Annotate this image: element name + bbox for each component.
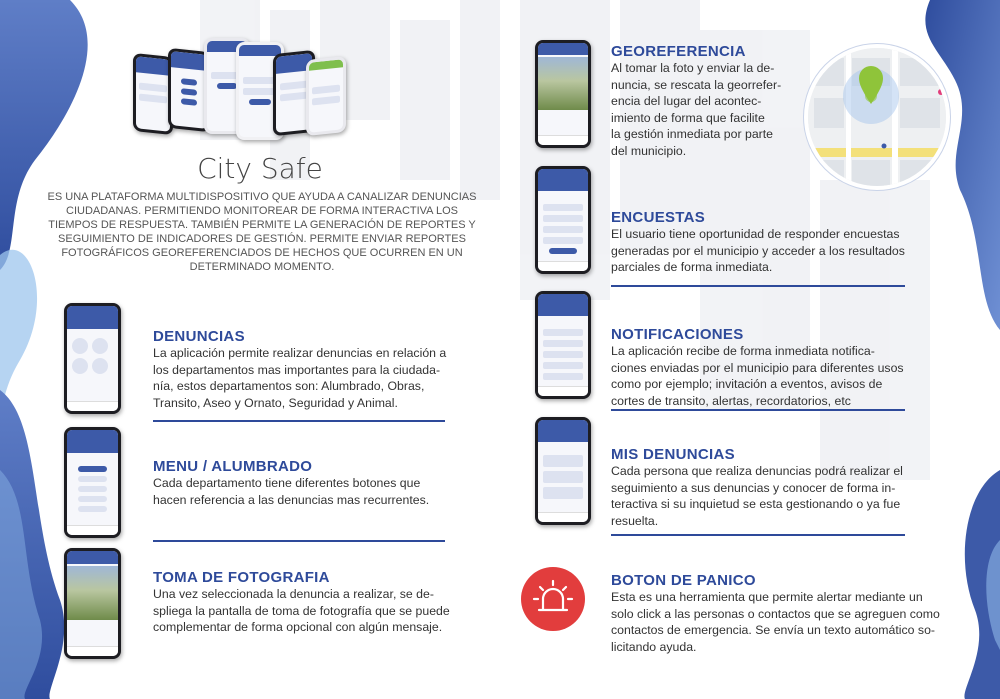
divider (153, 540, 445, 542)
phone-toma-fotografia (64, 548, 121, 659)
divider (611, 285, 905, 287)
text-line: Esta es una herramienta que permite alertar mediante un (611, 590, 923, 604)
text-line: resuelta. (611, 513, 659, 528)
map-illustration (804, 44, 950, 190)
text-line: teractiva si su inquietud se esta gestionando o ya fue (611, 497, 901, 511)
text-line: nuncia, se rescata la georrefer- (611, 77, 782, 92)
text-line: La aplicación recibe de forma inmediata notifica- (611, 344, 875, 358)
text-line: hacen referencia a las denuncias mas recurrentes. (153, 492, 430, 507)
text-line: Cada persona que realiza denuncias podrá realizar el (611, 464, 903, 478)
feature-text-mis-denuncias (611, 463, 931, 529)
text-line: generadas por el municipio y acceder a los resultados (611, 243, 905, 258)
divider (611, 409, 905, 411)
feature-text-denuncias (153, 345, 453, 411)
feature-text-notificaciones (611, 343, 931, 409)
brand-description: ES UNA PLATAFORMA MULTIDISPOSITIVO QUE AYUDA A CANALIZAR DENUNCIAS CIUDADANAS. PERMITIENDO MONITOREAR DE FORMA INTERACTIVA LOS TIEMPOS DE RESPUESTA. TAMBIÉN PERMITE LA GENERACIÓN DE REPORTES Y SEGUIMIENTO DE INDICADORES DE GESTIÓN. PERMITE ENVIAR REPORTES FOTOGRÁFICOS GEOREFERENCIADOS DE HECHOS QUE OCURREN EN UN DETERMINADO MOMENTO. (47, 191, 477, 273)
feature-text-menu-alumbrado (153, 475, 453, 508)
feature-title-menu-alumbrado: MENU / ALUMBRADO (153, 458, 313, 475)
hero-phone-1 (133, 53, 173, 135)
text-line: licitando ayuda. (611, 639, 697, 654)
text-line: El usuario tiene oportunidad de responder encuestas (611, 227, 900, 241)
text-line: los departamentos mas importantes para la ciudada- (153, 362, 441, 377)
feature-text-encuestas (611, 226, 931, 276)
feature-text-boton-panico (611, 589, 951, 655)
text-line: La aplicación permite realizar denuncias en relación a (153, 346, 447, 360)
text-line: complementar de forma opcional con algún mensaje. (153, 620, 443, 634)
siren-icon (521, 567, 585, 631)
phone-georeferencia (535, 40, 591, 148)
feature-title-boton-panico: BOTON DE PANICO (611, 572, 756, 589)
feature-title-toma-fotografia: TOMA DE FOTOGRAFIA (153, 569, 330, 586)
phone-notificaciones (535, 291, 591, 399)
phone-menu-alumbrado (64, 427, 121, 538)
feature-text-georeferencia (611, 60, 811, 159)
brand-title: City Safe (197, 152, 323, 185)
text-line: Al tomar la foto y enviar la de- (611, 61, 775, 75)
divider (153, 420, 445, 422)
text-line: como por ejemplo; invitación a eventos, avisos de (611, 377, 883, 391)
panic-button-graphic (521, 567, 585, 631)
text-line: solo click a las personas o contactos que se agreguen como (611, 606, 940, 621)
text-line: la gestión inmediata por parte (611, 127, 774, 141)
feature-title-mis-denuncias: MIS DENUNCIAS (611, 446, 735, 463)
divider (611, 534, 905, 536)
text-line: cortes de transito, alertas, recordatorios, etc (611, 393, 851, 408)
text-line: encia del lugar del acontec- (611, 94, 762, 108)
text-line: nía, estos departamentos son: Alumbrado, Obras, (153, 379, 425, 393)
feature-title-georeferencia: GEOREFERENCIA (611, 43, 746, 60)
text-line: spliega la pantalla de toma de fotografía que se puede (153, 603, 450, 618)
feature-text-toma-fotografia (153, 586, 473, 636)
text-line: seguimiento a sus denuncias y conocer de forma in- (611, 480, 896, 495)
text-line: Transito, Aseo y Ornato, Seguridad y Animal. (153, 395, 398, 410)
text-line: imiento de forma que facilite (611, 110, 765, 125)
text-line: Cada departamento tiene diferentes botones que (153, 476, 421, 490)
text-line: ciones enviadas por el municipio para diferentes usos (611, 360, 904, 375)
text-line: parciales de forma inmediata. (611, 260, 773, 274)
phone-encuestas (535, 166, 591, 274)
feature-title-notificaciones: NOTIFICACIONES (611, 326, 744, 343)
text-line: contactos de emergencia. Se envía un texto automático so- (611, 623, 936, 637)
hero-phones (128, 30, 368, 150)
text-line: Una vez seleccionada la denuncia a realizar, se de- (153, 587, 434, 601)
feature-title-encuestas: ENCUESTAS (611, 209, 706, 226)
phone-mis-denuncias (535, 417, 591, 525)
text-line: del municipio. (611, 143, 687, 158)
feature-title-denuncias: DENUNCIAS (153, 328, 245, 345)
hero-phone-6 (306, 56, 346, 136)
phone-denuncias (64, 303, 121, 414)
